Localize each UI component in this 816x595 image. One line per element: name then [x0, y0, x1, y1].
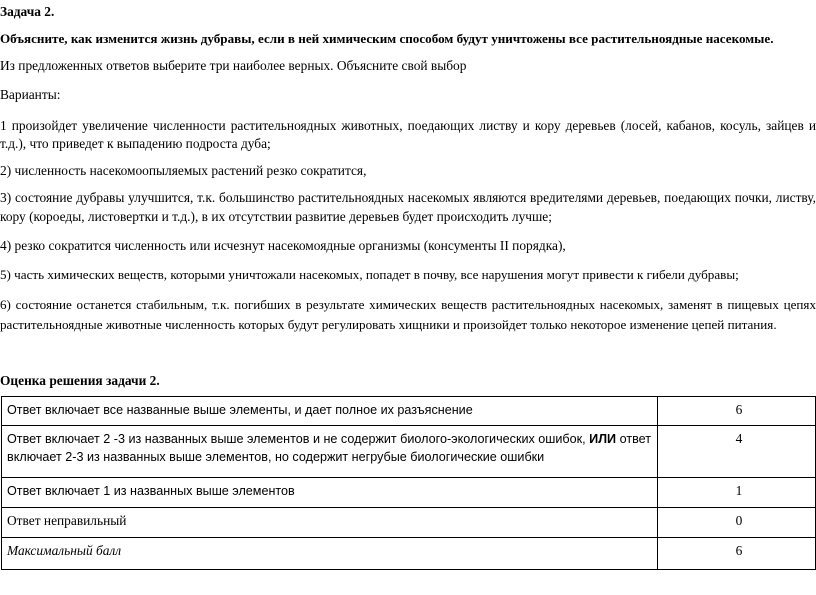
score-cell: 4	[658, 426, 816, 478]
grading-table	[1, 396, 816, 570]
grading-title: Оценка решения задачи 2.	[0, 373, 160, 388]
score-cell: 1	[658, 478, 816, 508]
option-5: 5) часть химических веществ, которыми уничтожали насекомых, попадет в почву, все нарушения могут привести к гибели дубравы;	[0, 267, 739, 282]
score-cell: 6	[658, 397, 816, 426]
score-cell: 0	[658, 508, 816, 538]
table-row	[2, 426, 816, 478]
task-instruction: Из предложенных ответов выберите три наиболее верных. Объясните свой выбор	[0, 58, 467, 73]
option-3-line1: 3) состояние дубравы улучшится, т.к. большинство растительноядных насекомых являются вредителями деревьев, поедающих почки, листву,	[0, 190, 816, 205]
criterion-cell: Ответ включает все названные выше элементы, и дает полное их разъяснение	[2, 397, 658, 426]
task-title: Задача 2.	[0, 4, 55, 19]
option-2: 2) численность насекомоопыляемых растений резко сократится,	[0, 163, 367, 178]
criterion-cell: Максимальный балл	[2, 538, 658, 570]
criterion-text: Ответ включает 2 -3 из названных выше элементов и не содержит биолого-экологических ошибок,	[7, 432, 590, 446]
option-1-line2: т.д.), что приведет к выпадению подроста дуба;	[0, 136, 271, 151]
option-6-line1: 6) состояние останется стабильным, т.к. погибших в результате химических веществ растительноядных насекомых, заменят в пищевых цепях	[0, 297, 816, 312]
option-6-line2: растительноядные животные численность которых будут регулировать хищники и произойдет только некоторое изменение цепей питания.	[0, 317, 777, 332]
option-3-line2: кору (короеды, листовертки и т.д.), в их отсутствии развитие деревьев будет происходить лучше;	[0, 209, 552, 224]
criterion-cell: Ответ включает 1 из названных выше элементов	[2, 478, 658, 508]
criterion-cell: Ответ неправильный	[2, 508, 658, 538]
criterion-text: ответ	[616, 432, 652, 446]
table-row	[2, 397, 816, 426]
criterion-cell	[2, 426, 658, 478]
option-1	[0, 113, 816, 156]
task-question: Объясните, как изменится жизнь дубравы, если в ней химическим способом будут уничтожены все растительноядные насекомые.	[0, 31, 774, 46]
table-row	[2, 478, 816, 508]
option-1-line1: 1 произойдет увеличение численности растительноядных животных, поедающих листву и кору деревьев (лосей, кабанов, косуль, зайцев и	[0, 118, 816, 133]
criterion-text: включает 2-3 из названных выше элементов, но содержит негрубые биологические ошибки	[7, 450, 545, 464]
or-label: ИЛИ	[589, 432, 617, 446]
score-cell: 6	[658, 538, 816, 570]
option-4: 4) резко сократится численность или исчезнут насекомоядные организмы (консументы II порядка),	[0, 238, 566, 253]
table-row	[2, 538, 816, 570]
variants-label: Варианты:	[0, 87, 61, 102]
option-6	[0, 292, 816, 337]
option-3	[0, 185, 816, 229]
table-row	[2, 508, 816, 538]
